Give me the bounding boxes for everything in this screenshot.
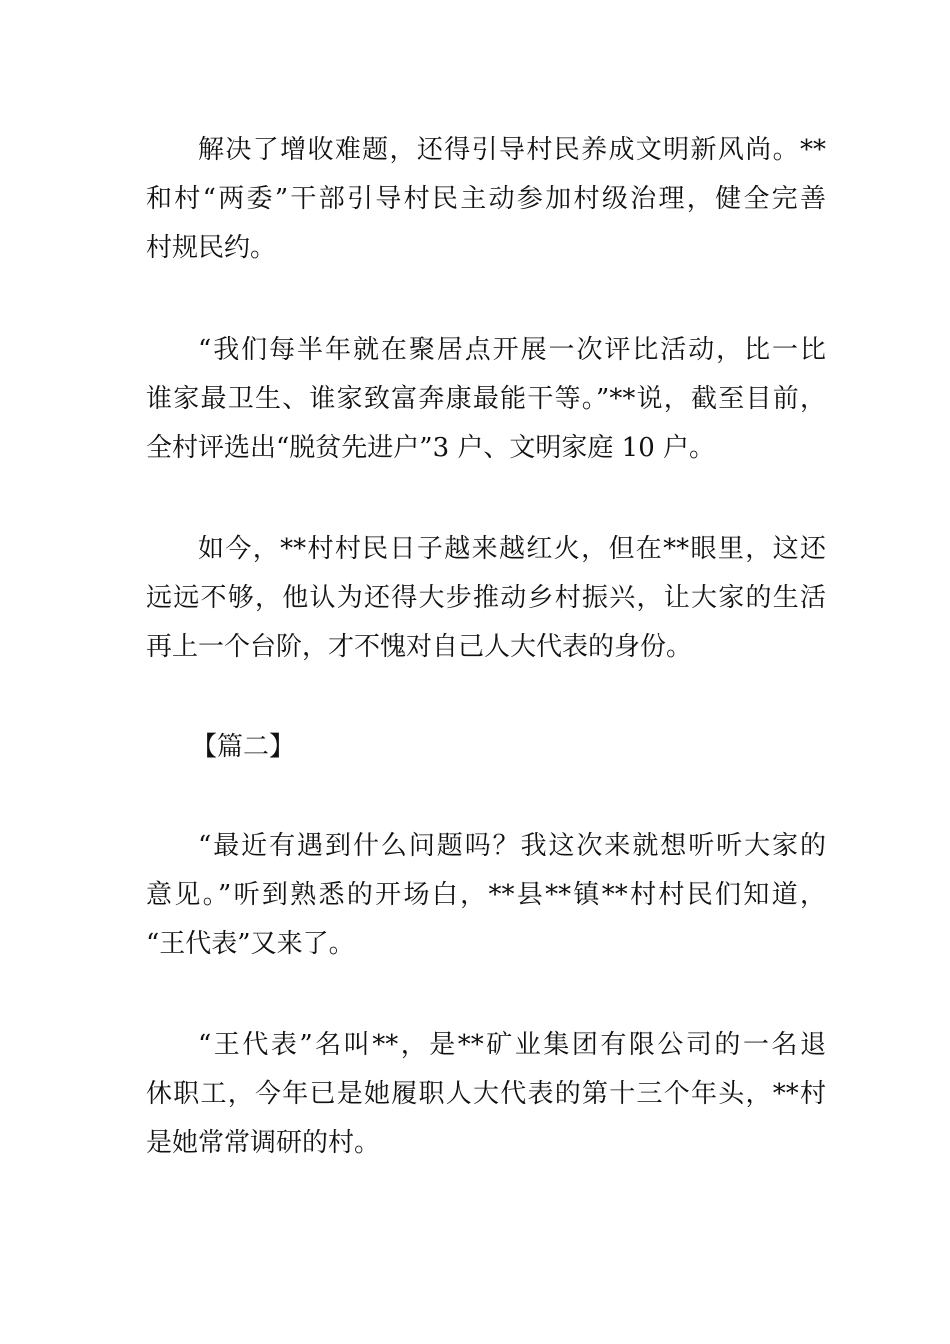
text-line: “王代表”名叫**，是**矿业集团有限公司的一名退 (198, 1030, 826, 1060)
text-line: 解决了增收难题，还得引导村民养成文明新风尚。** (198, 135, 826, 165)
text-line: “我们每半年就在聚居点开展一次评比活动，比一比 (198, 335, 826, 365)
text-line: 谁家最卫生、谁家致富奔康最能干等。”**说，截至目前， (146, 384, 826, 414)
text-line: 远远不够，他认为还得大步推动乡村振兴，让大家的生活 (146, 583, 826, 613)
text-line: 是她常常调研的村。 (146, 1128, 381, 1158)
paragraph-3 (146, 525, 826, 672)
text-line: 全村评选出“脱贫先进户”3 户、文明家庭 10 户。 (146, 433, 716, 463)
text-line: 休职工，今年已是她履职人大代表的第十三个年头，**村 (146, 1079, 826, 1109)
text-line: 意见。”听到熟悉的开场白，**县**镇**村村民们知道， (146, 880, 826, 910)
text-line: “王代表”又来了。 (146, 929, 355, 959)
section-heading: 【篇二】 (191, 732, 296, 762)
text-line: 村规民约。 (146, 233, 277, 263)
paragraph-5 (146, 1021, 826, 1168)
paragraph-1 (146, 126, 826, 273)
text-line: “最近有遇到什么问题吗？我这次来就想听听大家的 (198, 831, 826, 861)
paragraph-2 (146, 326, 826, 473)
text-line: 和村“两委”干部引导村民主动参加村级治理，健全完善 (146, 184, 826, 214)
text-line: 再上一个台阶，才不愧对自己人大代表的身份。 (146, 632, 693, 662)
text-line: 如今，**村村民日子越来越红火，但在**眼里，这还 (198, 534, 826, 564)
paragraph-4 (146, 822, 826, 969)
